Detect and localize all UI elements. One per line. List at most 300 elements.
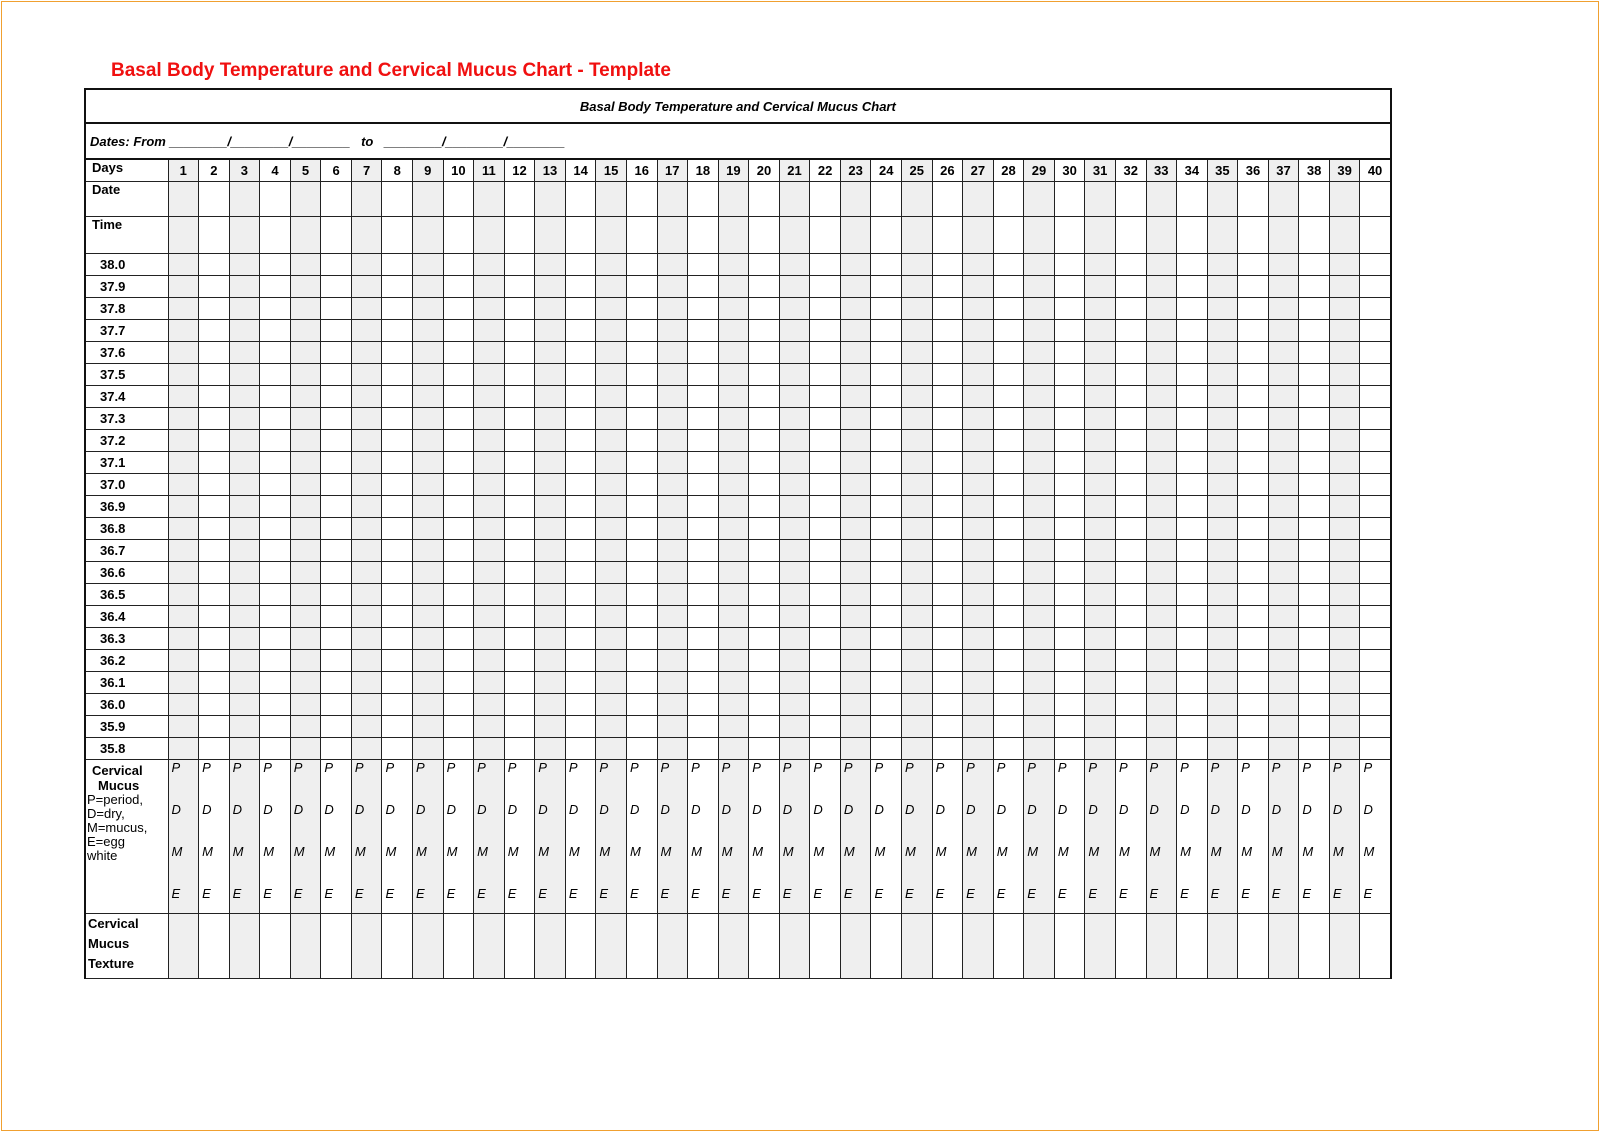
texture-cell[interactable] — [229, 914, 260, 979]
temperature-cell[interactable] — [1360, 254, 1391, 276]
temperature-cell[interactable] — [596, 628, 627, 650]
temperature-cell[interactable] — [443, 650, 474, 672]
temperature-cell[interactable] — [351, 672, 382, 694]
temperature-cell[interactable] — [1115, 694, 1146, 716]
mucus-option[interactable]: E — [752, 886, 761, 901]
temperature-cell[interactable] — [779, 430, 810, 452]
temperature-cell[interactable] — [993, 452, 1024, 474]
temperature-cell[interactable] — [1177, 364, 1208, 386]
temperature-cell[interactable] — [810, 276, 841, 298]
mucus-option[interactable]: P — [843, 760, 853, 775]
texture-cell[interactable] — [1177, 914, 1208, 979]
mucus-option[interactable]: P — [1271, 760, 1281, 775]
temperature-cell[interactable] — [871, 716, 902, 738]
mucus-cell[interactable] — [260, 760, 291, 914]
temperature-cell[interactable] — [932, 276, 963, 298]
temperature-cell[interactable] — [1085, 606, 1116, 628]
temperature-cell[interactable] — [1207, 562, 1238, 584]
temperature-cell[interactable] — [199, 474, 230, 496]
temperature-cell[interactable] — [1207, 628, 1238, 650]
temperature-cell[interactable] — [871, 672, 902, 694]
temperature-cell[interactable] — [535, 386, 566, 408]
temperature-cell[interactable] — [199, 738, 230, 760]
texture-cell[interactable] — [260, 914, 291, 979]
temperature-cell[interactable] — [871, 342, 902, 364]
temperature-cell[interactable] — [779, 584, 810, 606]
temperature-cell[interactable] — [1146, 254, 1177, 276]
temperature-cell[interactable] — [229, 386, 260, 408]
temperature-cell[interactable] — [229, 452, 260, 474]
temperature-cell[interactable] — [596, 386, 627, 408]
temperature-cell[interactable] — [902, 628, 933, 650]
mucus-option[interactable]: P — [1363, 760, 1373, 775]
temperature-cell[interactable] — [382, 364, 413, 386]
temperature-cell[interactable] — [382, 386, 413, 408]
temperature-cell[interactable] — [1360, 408, 1391, 430]
temperature-cell[interactable] — [1329, 386, 1360, 408]
temperature-cell[interactable] — [1299, 584, 1330, 606]
temperature-cell[interactable] — [535, 672, 566, 694]
temperature-cell[interactable] — [749, 474, 780, 496]
temperature-cell[interactable] — [779, 364, 810, 386]
texture-cell[interactable] — [1024, 914, 1055, 979]
temperature-cell[interactable] — [626, 474, 657, 496]
temperature-cell[interactable] — [535, 342, 566, 364]
temperature-cell[interactable] — [718, 716, 749, 738]
mucus-option[interactable]: E — [354, 886, 364, 901]
time-cell[interactable] — [871, 217, 902, 254]
temperature-cell[interactable] — [1146, 276, 1177, 298]
temperature-cell[interactable] — [1054, 716, 1085, 738]
temperature-cell[interactable] — [413, 320, 444, 342]
mucus-option[interactable]: P — [660, 760, 670, 775]
temperature-cell[interactable] — [626, 562, 657, 584]
temperature-cell[interactable] — [963, 738, 994, 760]
temperature-cell[interactable] — [932, 342, 963, 364]
temperature-cell[interactable] — [1115, 584, 1146, 606]
temperature-cell[interactable] — [657, 540, 688, 562]
temperature-cell[interactable] — [290, 474, 321, 496]
temperature-cell[interactable] — [351, 584, 382, 606]
mucus-option[interactable]: P — [905, 760, 914, 775]
temperature-cell[interactable] — [840, 342, 871, 364]
temperature-cell[interactable] — [1146, 364, 1177, 386]
temperature-cell[interactable] — [779, 496, 810, 518]
temperature-cell[interactable] — [596, 738, 627, 760]
temperature-cell[interactable] — [1024, 584, 1055, 606]
temperature-cell[interactable] — [290, 320, 321, 342]
temperature-cell[interactable] — [199, 716, 230, 738]
texture-cell[interactable] — [1299, 914, 1330, 979]
time-cell[interactable] — [229, 217, 260, 254]
mucus-option[interactable]: M — [202, 844, 213, 859]
temperature-cell[interactable] — [168, 716, 199, 738]
mucus-option[interactable]: P — [1332, 760, 1342, 775]
temperature-cell[interactable] — [657, 672, 688, 694]
mucus-option[interactable]: E — [385, 886, 395, 901]
temperature-cell[interactable] — [1085, 430, 1116, 452]
temperature-cell[interactable] — [382, 276, 413, 298]
temperature-cell[interactable] — [749, 650, 780, 672]
temperature-cell[interactable] — [474, 276, 505, 298]
mucus-option[interactable]: D — [171, 802, 181, 817]
temperature-cell[interactable] — [688, 298, 719, 320]
temperature-cell[interactable] — [688, 254, 719, 276]
mucus-option[interactable]: E — [324, 886, 333, 901]
mucus-option[interactable]: D — [232, 802, 243, 817]
temperature-cell[interactable] — [321, 276, 352, 298]
temperature-cell[interactable] — [351, 716, 382, 738]
time-cell[interactable] — [963, 217, 994, 254]
mucus-cell[interactable] — [596, 760, 627, 914]
texture-cell[interactable] — [993, 914, 1024, 979]
mucus-option[interactable]: M — [874, 844, 886, 859]
temperature-cell[interactable] — [1268, 298, 1299, 320]
temperature-cell[interactable] — [260, 320, 291, 342]
temperature-cell[interactable] — [626, 584, 657, 606]
temperature-cell[interactable] — [749, 342, 780, 364]
temperature-cell[interactable] — [902, 364, 933, 386]
mucus-option[interactable]: E — [721, 886, 731, 901]
temperature-cell[interactable] — [810, 298, 841, 320]
temperature-cell[interactable] — [474, 408, 505, 430]
temperature-cell[interactable] — [1268, 628, 1299, 650]
temperature-cell[interactable] — [718, 518, 749, 540]
temperature-cell[interactable] — [749, 408, 780, 430]
temperature-cell[interactable] — [168, 584, 199, 606]
temperature-cell[interactable] — [565, 430, 596, 452]
temperature-cell[interactable] — [504, 386, 535, 408]
temperature-cell[interactable] — [840, 584, 871, 606]
temperature-cell[interactable] — [688, 584, 719, 606]
temperature-cell[interactable] — [260, 254, 291, 276]
temperature-cell[interactable] — [779, 716, 810, 738]
temperature-cell[interactable] — [1146, 496, 1177, 518]
mucus-cell[interactable] — [382, 760, 413, 914]
temperature-cell[interactable] — [993, 606, 1024, 628]
temperature-cell[interactable] — [504, 254, 535, 276]
temperature-cell[interactable] — [260, 430, 291, 452]
mucus-option[interactable]: D — [1332, 802, 1343, 817]
temperature-cell[interactable] — [535, 562, 566, 584]
date-cell[interactable] — [1360, 182, 1391, 217]
temperature-cell[interactable] — [902, 254, 933, 276]
temperature-cell[interactable] — [1207, 650, 1238, 672]
mucus-option[interactable]: D — [1180, 802, 1190, 817]
temperature-cell[interactable] — [626, 672, 657, 694]
temperature-cell[interactable] — [168, 738, 199, 760]
temperature-cell[interactable] — [1146, 408, 1177, 430]
date-cell[interactable] — [1054, 182, 1085, 217]
temperature-cell[interactable] — [1115, 606, 1146, 628]
temperature-cell[interactable] — [871, 276, 902, 298]
temperature-cell[interactable] — [1085, 386, 1116, 408]
temperature-cell[interactable] — [1054, 628, 1085, 650]
mucus-option[interactable]: M — [1149, 844, 1161, 859]
date-cell[interactable] — [1207, 182, 1238, 217]
date-cell[interactable] — [779, 182, 810, 217]
temperature-cell[interactable] — [321, 386, 352, 408]
temperature-cell[interactable] — [290, 254, 321, 276]
texture-cell[interactable] — [1360, 914, 1391, 979]
temperature-cell[interactable] — [993, 430, 1024, 452]
temperature-cell[interactable] — [963, 628, 994, 650]
temperature-cell[interactable] — [1177, 540, 1208, 562]
mucus-option[interactable]: D — [752, 802, 762, 817]
temperature-cell[interactable] — [657, 342, 688, 364]
temperature-cell[interactable] — [626, 694, 657, 716]
temperature-cell[interactable] — [1146, 628, 1177, 650]
temperature-cell[interactable] — [1085, 562, 1116, 584]
temperature-cell[interactable] — [229, 562, 260, 584]
temperature-cell[interactable] — [474, 474, 505, 496]
mucus-option[interactable]: M — [996, 844, 1008, 859]
temperature-cell[interactable] — [413, 584, 444, 606]
temperature-cell[interactable] — [718, 430, 749, 452]
temperature-cell[interactable] — [779, 606, 810, 628]
temperature-cell[interactable] — [199, 606, 230, 628]
temperature-cell[interactable] — [779, 694, 810, 716]
temperature-cell[interactable] — [963, 606, 994, 628]
temperature-cell[interactable] — [840, 408, 871, 430]
temperature-cell[interactable] — [199, 386, 230, 408]
temperature-cell[interactable] — [321, 320, 352, 342]
mucus-option[interactable]: E — [477, 886, 486, 901]
temperature-cell[interactable] — [963, 298, 994, 320]
temperature-cell[interactable] — [1360, 694, 1391, 716]
temperature-cell[interactable] — [596, 364, 627, 386]
temperature-cell[interactable] — [535, 694, 566, 716]
temperature-cell[interactable] — [1299, 320, 1330, 342]
temperature-cell[interactable] — [413, 474, 444, 496]
temperature-cell[interactable] — [1268, 672, 1299, 694]
temperature-cell[interactable] — [474, 518, 505, 540]
mucus-option[interactable]: E — [1088, 886, 1098, 901]
temperature-cell[interactable] — [474, 672, 505, 694]
temperature-cell[interactable] — [474, 254, 505, 276]
temperature-cell[interactable] — [504, 628, 535, 650]
temperature-cell[interactable] — [810, 584, 841, 606]
temperature-cell[interactable] — [840, 386, 871, 408]
temperature-cell[interactable] — [902, 298, 933, 320]
mucus-option[interactable]: P — [1210, 760, 1220, 775]
temperature-cell[interactable] — [779, 738, 810, 760]
temperature-cell[interactable] — [688, 606, 719, 628]
temperature-cell[interactable] — [1115, 738, 1146, 760]
temperature-cell[interactable] — [1024, 738, 1055, 760]
mucus-option[interactable]: E — [1241, 886, 1250, 901]
date-cell[interactable] — [443, 182, 474, 217]
temperature-cell[interactable] — [1360, 738, 1391, 760]
temperature-cell[interactable] — [504, 474, 535, 496]
temperature-cell[interactable] — [1268, 738, 1299, 760]
temperature-cell[interactable] — [1207, 254, 1238, 276]
temperature-cell[interactable] — [1299, 738, 1330, 760]
temperature-cell[interactable] — [1360, 430, 1391, 452]
temperature-cell[interactable] — [779, 254, 810, 276]
temperature-cell[interactable] — [443, 474, 474, 496]
mucus-option[interactable]: P — [599, 760, 609, 775]
temperature-cell[interactable] — [413, 650, 444, 672]
temperature-cell[interactable] — [168, 430, 199, 452]
mucus-option[interactable]: E — [843, 886, 853, 901]
temperature-cell[interactable] — [1085, 276, 1116, 298]
temperature-cell[interactable] — [1177, 386, 1208, 408]
temperature-cell[interactable] — [718, 628, 749, 650]
temperature-cell[interactable] — [443, 408, 474, 430]
temperature-cell[interactable] — [1329, 496, 1360, 518]
mucus-option[interactable]: P — [507, 760, 517, 775]
temperature-cell[interactable] — [840, 474, 871, 496]
temperature-cell[interactable] — [199, 320, 230, 342]
temperature-cell[interactable] — [1054, 452, 1085, 474]
mucus-option[interactable]: E — [629, 886, 639, 901]
temperature-cell[interactable] — [810, 672, 841, 694]
date-cell[interactable] — [1177, 182, 1208, 217]
temperature-cell[interactable] — [1115, 342, 1146, 364]
temperature-cell[interactable] — [1299, 496, 1330, 518]
temperature-cell[interactable] — [413, 738, 444, 760]
mucus-option[interactable]: M — [1241, 844, 1253, 859]
temperature-cell[interactable] — [1024, 452, 1055, 474]
mucus-option[interactable]: D — [263, 802, 273, 817]
temperature-cell[interactable] — [932, 738, 963, 760]
time-cell[interactable] — [749, 217, 780, 254]
temperature-cell[interactable] — [626, 452, 657, 474]
mucus-option[interactable]: P — [1302, 760, 1311, 775]
temperature-cell[interactable] — [474, 650, 505, 672]
temperature-cell[interactable] — [1360, 518, 1391, 540]
mucus-option[interactable]: D — [293, 802, 304, 817]
temperature-cell[interactable] — [1360, 650, 1391, 672]
temperature-cell[interactable] — [1268, 584, 1299, 606]
temperature-cell[interactable] — [565, 342, 596, 364]
temperature-cell[interactable] — [1146, 606, 1177, 628]
mucus-cell[interactable] — [902, 760, 933, 914]
temperature-cell[interactable] — [1146, 342, 1177, 364]
date-cell[interactable] — [1115, 182, 1146, 217]
temperature-cell[interactable] — [993, 518, 1024, 540]
temperature-cell[interactable] — [504, 430, 535, 452]
temperature-cell[interactable] — [290, 562, 321, 584]
temperature-cell[interactable] — [504, 364, 535, 386]
temperature-cell[interactable] — [1360, 298, 1391, 320]
temperature-cell[interactable] — [596, 694, 627, 716]
temperature-cell[interactable] — [1085, 254, 1116, 276]
temperature-cell[interactable] — [718, 254, 749, 276]
temperature-cell[interactable] — [871, 496, 902, 518]
temperature-cell[interactable] — [565, 254, 596, 276]
temperature-cell[interactable] — [321, 298, 352, 320]
temperature-cell[interactable] — [871, 430, 902, 452]
mucus-option[interactable]: D — [660, 802, 670, 817]
time-cell[interactable] — [1085, 217, 1116, 254]
temperature-cell[interactable] — [290, 672, 321, 694]
temperature-cell[interactable] — [535, 716, 566, 738]
temperature-cell[interactable] — [1238, 716, 1269, 738]
temperature-cell[interactable] — [290, 650, 321, 672]
temperature-cell[interactable] — [290, 716, 321, 738]
mucus-cell[interactable] — [871, 760, 902, 914]
mucus-cell[interactable] — [749, 760, 780, 914]
temperature-cell[interactable] — [749, 738, 780, 760]
temperature-cell[interactable] — [688, 738, 719, 760]
mucus-cell[interactable] — [993, 760, 1024, 914]
temperature-cell[interactable] — [290, 496, 321, 518]
temperature-cell[interactable] — [840, 430, 871, 452]
mucus-option[interactable]: D — [813, 802, 823, 817]
temperature-cell[interactable] — [626, 606, 657, 628]
temperature-cell[interactable] — [168, 342, 199, 364]
mucus-option[interactable]: D — [1118, 802, 1129, 817]
temperature-cell[interactable] — [382, 738, 413, 760]
temperature-cell[interactable] — [718, 606, 749, 628]
temperature-cell[interactable] — [1024, 474, 1055, 496]
temperature-cell[interactable] — [168, 496, 199, 518]
time-cell[interactable] — [1360, 217, 1391, 254]
mucus-option[interactable]: E — [935, 886, 945, 901]
mucus-option[interactable]: M — [966, 844, 977, 859]
temperature-cell[interactable] — [260, 628, 291, 650]
temperature-cell[interactable] — [321, 540, 352, 562]
temperature-cell[interactable] — [626, 650, 657, 672]
temperature-cell[interactable] — [596, 672, 627, 694]
temperature-cell[interactable] — [626, 430, 657, 452]
mucus-option[interactable]: M — [1302, 844, 1314, 859]
temperature-cell[interactable] — [321, 364, 352, 386]
temperature-cell[interactable] — [871, 584, 902, 606]
mucus-cell[interactable] — [229, 760, 260, 914]
date-cell[interactable] — [229, 182, 260, 217]
time-cell[interactable] — [351, 217, 382, 254]
mucus-option[interactable]: P — [752, 760, 761, 775]
temperature-cell[interactable] — [321, 430, 352, 452]
texture-cell[interactable] — [351, 914, 382, 979]
temperature-cell[interactable] — [1115, 408, 1146, 430]
mucus-option[interactable]: E — [905, 886, 914, 901]
date-cell[interactable] — [1085, 182, 1116, 217]
temperature-cell[interactable] — [168, 672, 199, 694]
temperature-cell[interactable] — [1024, 628, 1055, 650]
temperature-cell[interactable] — [199, 650, 230, 672]
mucus-option[interactable]: M — [905, 844, 916, 859]
temperature-cell[interactable] — [718, 540, 749, 562]
temperature-cell[interactable] — [351, 540, 382, 562]
mucus-option[interactable]: E — [538, 886, 547, 901]
temperature-cell[interactable] — [1268, 650, 1299, 672]
temperature-cell[interactable] — [1177, 562, 1208, 584]
temperature-cell[interactable] — [1299, 408, 1330, 430]
temperature-cell[interactable] — [718, 386, 749, 408]
temperature-cell[interactable] — [443, 562, 474, 584]
temperature-cell[interactable] — [382, 320, 413, 342]
temperature-cell[interactable] — [1207, 474, 1238, 496]
mucus-option[interactable]: M — [293, 844, 305, 859]
temperature-cell[interactable] — [963, 320, 994, 342]
temperature-cell[interactable] — [688, 628, 719, 650]
mucus-option[interactable]: M — [660, 844, 672, 859]
temperature-cell[interactable] — [535, 474, 566, 496]
mucus-cell[interactable] — [351, 760, 382, 914]
temperature-cell[interactable] — [718, 562, 749, 584]
mucus-option[interactable]: E — [691, 886, 700, 901]
temperature-cell[interactable] — [1024, 540, 1055, 562]
temperature-cell[interactable] — [993, 408, 1024, 430]
temperature-cell[interactable] — [871, 320, 902, 342]
date-cell[interactable] — [168, 182, 199, 217]
texture-cell[interactable] — [840, 914, 871, 979]
temperature-cell[interactable] — [932, 386, 963, 408]
